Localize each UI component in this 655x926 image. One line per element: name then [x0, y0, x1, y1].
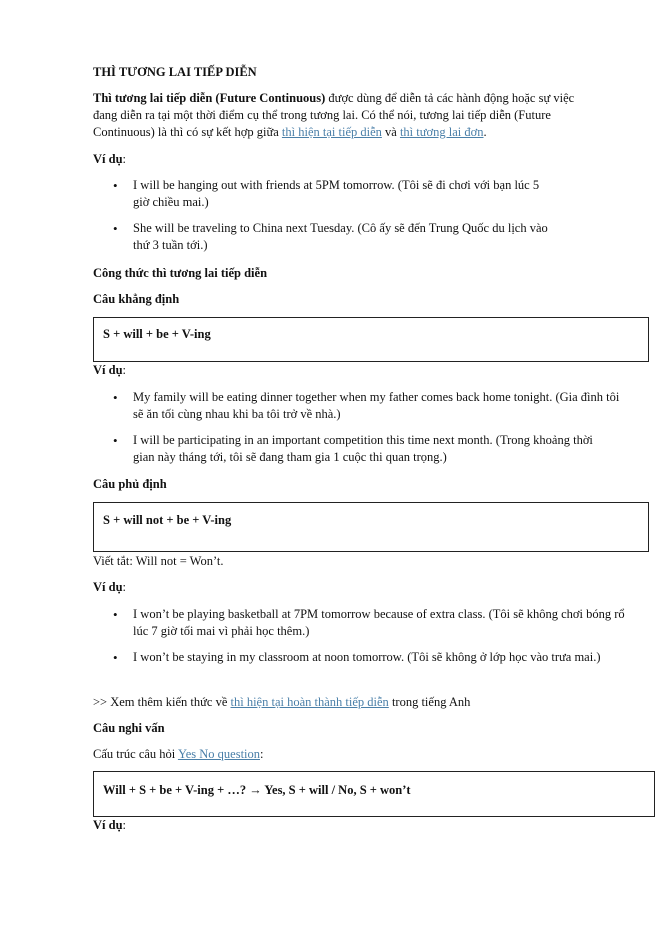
see-more-suffix: trong tiếng Anh [388, 695, 471, 709]
example-label-colon: : [122, 363, 127, 377]
example-list-3 [93, 606, 625, 666]
example-label-1 [93, 151, 603, 167]
question-structure-suffix: : [260, 747, 264, 761]
affirmative-heading: Câu khẳng định [93, 292, 180, 306]
example-label-text: Ví dụ [93, 818, 123, 832]
page-title: THÌ TƯƠNG LAI TIẾP DIỄN [93, 65, 257, 79]
link-present-continuous[interactable]: thì hiện tại tiếp diễn [281, 125, 382, 139]
question-structure-prefix: Cấu trúc câu hỏi [93, 747, 178, 761]
example-label-colon: : [122, 152, 127, 166]
see-more-line [93, 694, 603, 710]
list-item: • My family will be eating dinner together when my father comes back home tonight. (Gia đình tôi sẽ ăn tối cùng nhau khi ba tôi trở về nhà.) [93, 389, 623, 423]
example-label-colon: : [122, 580, 127, 594]
example-label-colon: : [122, 818, 127, 832]
question-formula-box [93, 771, 655, 817]
example-label-3 [93, 579, 603, 595]
list-item: • She will be traveling to China next Tuesday. (Cô ấy sẽ đến Trung Quốc du lịch vào thứ 3 tuần tới.) [93, 220, 563, 254]
intro-text-1: được dùng để diễn tả các hành động hoặc sự việc đang diễn ra tại một thời điểm cụ thể trong tương lai. Có thể nói, tương lai tiếp diễn (Future Continuous) là thì có sự kết hợp giữa [93, 91, 575, 139]
affirmative-formula: S + will + be + V-ing [103, 327, 211, 341]
formula-heading: Công thức thì tương lai tiếp diễn [93, 266, 268, 280]
intro-paragraph [93, 90, 583, 141]
link-yes-no-question[interactable]: Yes No question [177, 747, 261, 761]
list-item: • I won’t be staying in my classroom at noon tomorrow. (Tôi sẽ không ở lớp học vào trưa mai.) [93, 649, 623, 666]
example-label-text: Ví dụ [93, 152, 123, 166]
example-label-2 [93, 362, 603, 378]
negative-formula: S + will not + be + V-ing [103, 513, 232, 527]
link-present-perfect-continuous[interactable]: thì hiện tại hoàn thành tiếp diễn [230, 695, 389, 709]
example-label-text: Ví dụ [93, 363, 123, 377]
intro-text-2: và [381, 125, 400, 139]
list-item: • I will be participating in an important competition this time next month. (Trong khoảng thời gian này tháng tới, tôi sẽ đang tham gia 1 cuộc thi quan trọng.) [93, 432, 603, 466]
example-list-1 [93, 177, 613, 254]
list-item: • I won’t be playing basketball at 7PM tomorrow because of extra class. (Tôi sẽ không chơi bóng rổ lúc 7 giờ tối mai vì phải học thêm.) [93, 606, 633, 640]
question-formula: Will + S + be + V-ing + …? → Yes, S + will / No, S + won’t [103, 783, 411, 797]
example-label-4 [93, 817, 603, 833]
negative-formula-box [93, 502, 649, 552]
negative-abbreviation: Viết tắt: Will not = Won’t. [93, 554, 224, 568]
see-more-prefix: >> Xem thêm kiến thức về [93, 695, 231, 709]
question-structure-line [93, 746, 603, 762]
link-simple-future[interactable]: thì tương lai đơn [399, 125, 484, 139]
intro-text-3: . [483, 125, 487, 139]
intro-term: Thì tương lai tiếp diễn (Future Continuous) [93, 91, 326, 105]
example-list-2 [93, 389, 620, 466]
list-item: • I will be hanging out with friends at 5PM tomorrow. (Tôi sẽ đi chơi với bạn lúc 5 giờ chiều mai.) [93, 177, 553, 211]
negative-heading: Câu phủ định [93, 477, 167, 491]
example-label-text: Ví dụ [93, 580, 123, 594]
affirmative-formula-box [93, 317, 649, 362]
question-heading: Câu nghi vấn [93, 721, 165, 735]
